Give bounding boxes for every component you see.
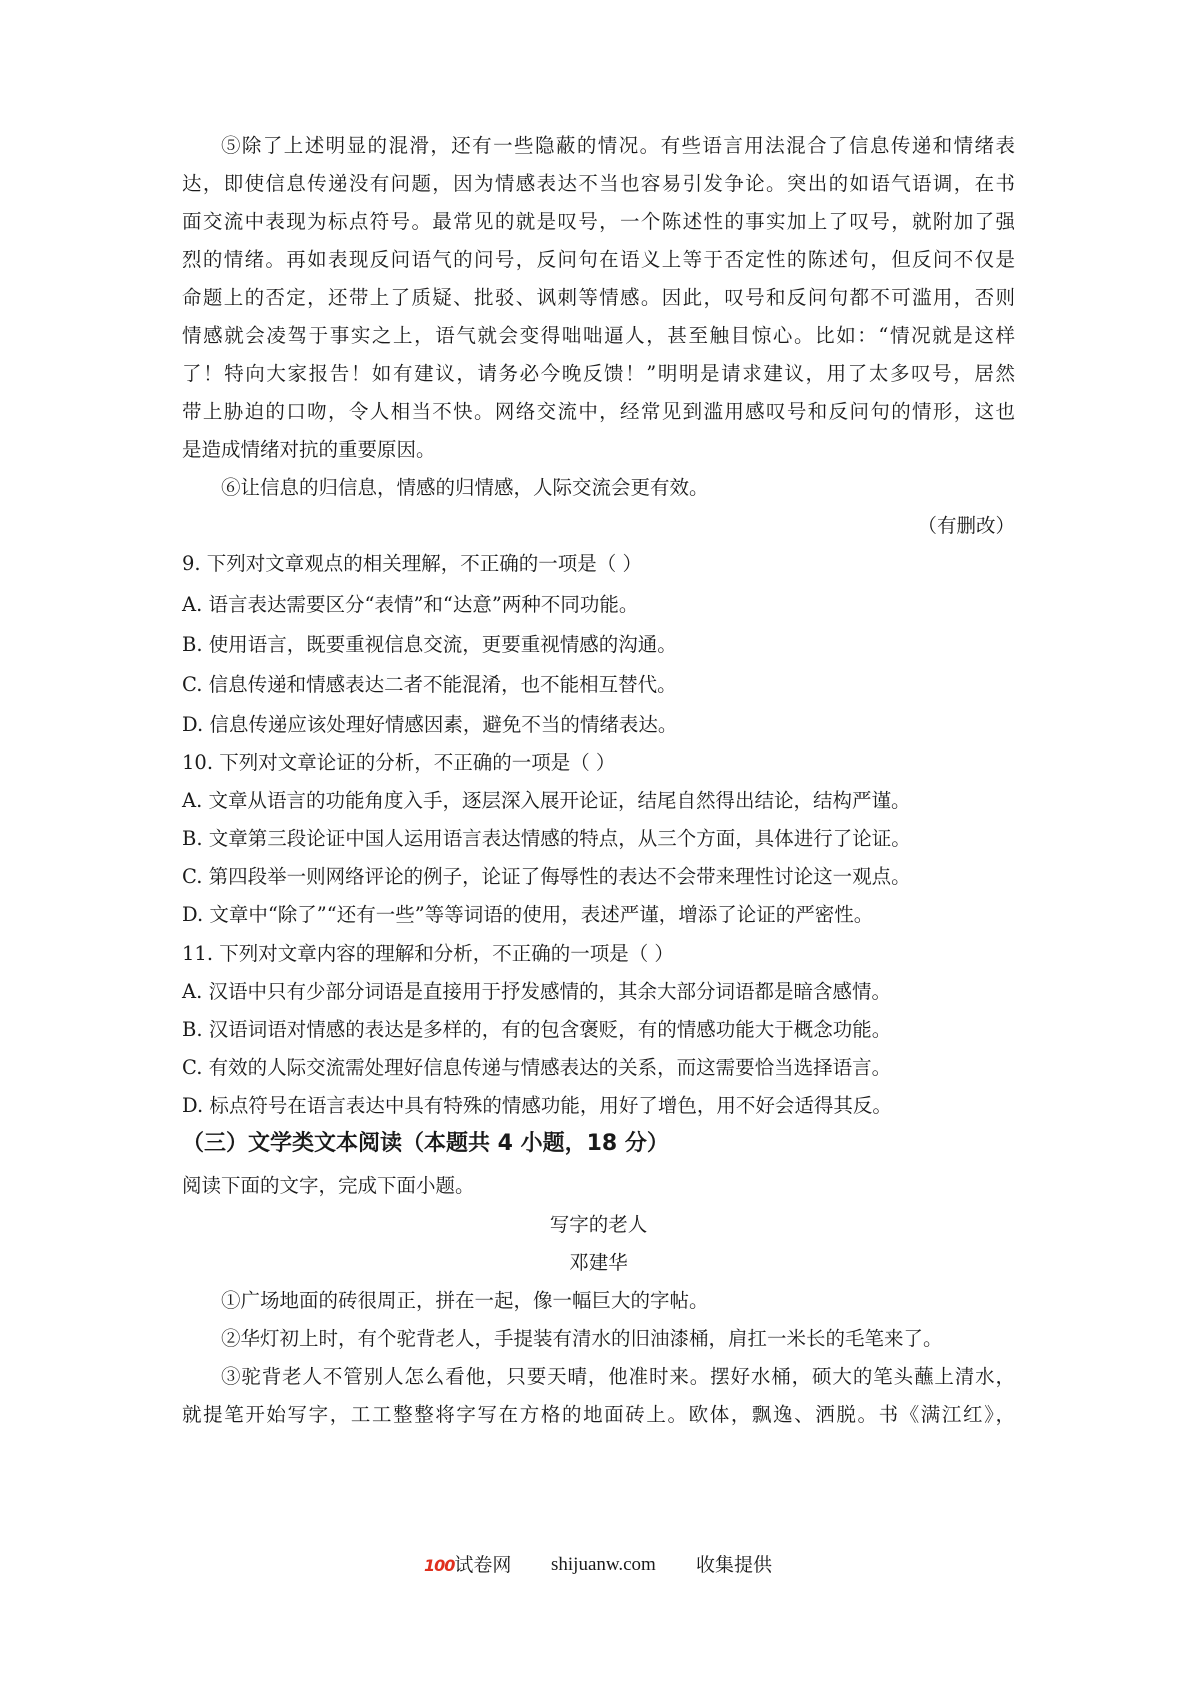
story-paragraph: 就提笔开始写字，工工整整将字写在方格的地面砖上。欧体，飘逸、洒脱。书《满江红》，: [182, 1403, 1015, 1426]
passage-line: 面交流中表现为标点符号。最常见的就是叹号，一个陈述性的事实加上了叹号，就附加了强: [182, 210, 1015, 233]
question-10-option-d: D. 文章中“除了”“还有一些”等等词语的使用，表述严谨，增添了论证的严密性。: [182, 903, 874, 926]
question-9-option-c: C. 信息传递和情感表达二者不能混淆，也不能相互替代。: [182, 673, 677, 696]
story-author: 邓建华: [569, 1251, 628, 1274]
question-11-option-a: A. 汉语中只有少部分词语是直接用于抒发感情的，其余大部分词语都是暗含感情。: [182, 980, 891, 1003]
question-10-option-c: C. 第四段举一则网络评论的例子，论证了侮辱性的表达不会带来理性讨论这一观点。: [182, 865, 911, 888]
passage-line: 烈的情绪。再如表现反问语气的问号，反问句在语义上等于否定性的陈述句，但反问不仅是: [182, 248, 1015, 271]
question-9-stem: 9. 下列对文章观点的相关理解，不正确的一项是（ ）: [182, 552, 643, 575]
logo-text: 试卷网: [454, 1554, 512, 1576]
question-11-stem: 11. 下列对文章内容的理解和分析，不正确的一项是（ ）: [182, 942, 674, 965]
question-9-option-a: A. 语言表达需要区分“表情”和“达意”两种不同功能。: [182, 593, 639, 616]
passage-line: 命题上的否定，还带上了质疑、批驳、讽刺等情感。因此，叹号和反问句都不可滥用，否则: [182, 286, 1015, 309]
passage-line: 带上胁迫的口吻，令人相当不快。网络交流中，经常见到滥用感叹号和反问句的情形，这也: [182, 400, 1015, 423]
passage-line: ⑤除了上述明显的混滑，还有一些隐蔽的情况。有些语言用法混合了信息传递和情绪表: [221, 134, 1015, 157]
footer-site-link[interactable]: shijuanw.com: [551, 1554, 656, 1575]
question-10-option-b: B. 文章第三段论证中国人运用语言表达情感的特点，从三个方面，具体进行了论证。: [182, 827, 911, 850]
story-paragraph: ③驼背老人不管别人怎么看他，只要天晴，他准时来。摆好水桶，硕大的笔头蘸上清水，: [221, 1365, 1015, 1388]
section-instruction: 阅读下面的文字，完成下面小题。: [182, 1174, 475, 1197]
footer-logo: [424, 1550, 511, 1581]
section-title: （三）文学类文本阅读（本题共 4 小题，18 分）: [182, 1131, 669, 1156]
story-title: 写字的老人: [549, 1213, 648, 1236]
question-11-option-d: D. 标点符号在语言表达中具有特殊的情感功能，用好了增色，用不好会适得其反。: [182, 1094, 892, 1117]
source-note: （有删改）: [917, 514, 1015, 537]
passage-line: 是造成情绪对抗的重要原因。: [182, 438, 436, 461]
passage-conclusion: ⑥让信息的归信息，情感的归情感，人际交流会更有效。: [221, 476, 709, 499]
passage-line: 了！特向大家报告！如有建议，请务必今晚反馈！”明明是请求建议，用了太多叹号，居然: [182, 362, 1015, 385]
passage-line: 情感就会凌驾于事实之上，语气就会变得咄咄逼人，甚至触目惊心。比如：“情况就是这样: [182, 324, 1015, 347]
passage-line: 达，即使信息传递没有问题，因为情感表达不当也容易引发争论。突出的如语气语调，在书: [182, 172, 1015, 195]
story-paragraph: ①广场地面的砖很周正，拼在一起，像一幅巨大的字帖。: [221, 1289, 709, 1312]
question-10-stem: 10. 下列对文章论证的分析，不正确的一项是（ ）: [182, 751, 616, 774]
footer-credit: 收集提供: [696, 1554, 773, 1576]
page-footer: [0, 1550, 1191, 1580]
story-paragraph: ②华灯初上时，有个驼背老人，手提装有清水的旧油漆桶，肩扛一米长的毛笔来了。: [221, 1327, 943, 1350]
logo-mark: 100: [424, 1556, 455, 1575]
question-10-option-a: A. 文章从语言的功能角度入手，逐层深入展开论证，结尾自然得出结论，结构严谨。: [182, 789, 911, 812]
question-11-option-c: C. 有效的人际交流需处理好信息传递与情感表达的关系，而这需要恰当选择语言。: [182, 1056, 892, 1079]
question-11-option-b: B. 汉语词语对情感的表达是多样的，有的包含褒贬，有的情感功能大于概念功能。: [182, 1018, 892, 1041]
question-9-option-d: D. 信息传递应该处理好情感因素，避免不当的情绪表达。: [182, 713, 678, 736]
question-9-option-b: B. 使用语言，既要重视信息交流，更要重视情感的沟通。: [182, 633, 677, 656]
